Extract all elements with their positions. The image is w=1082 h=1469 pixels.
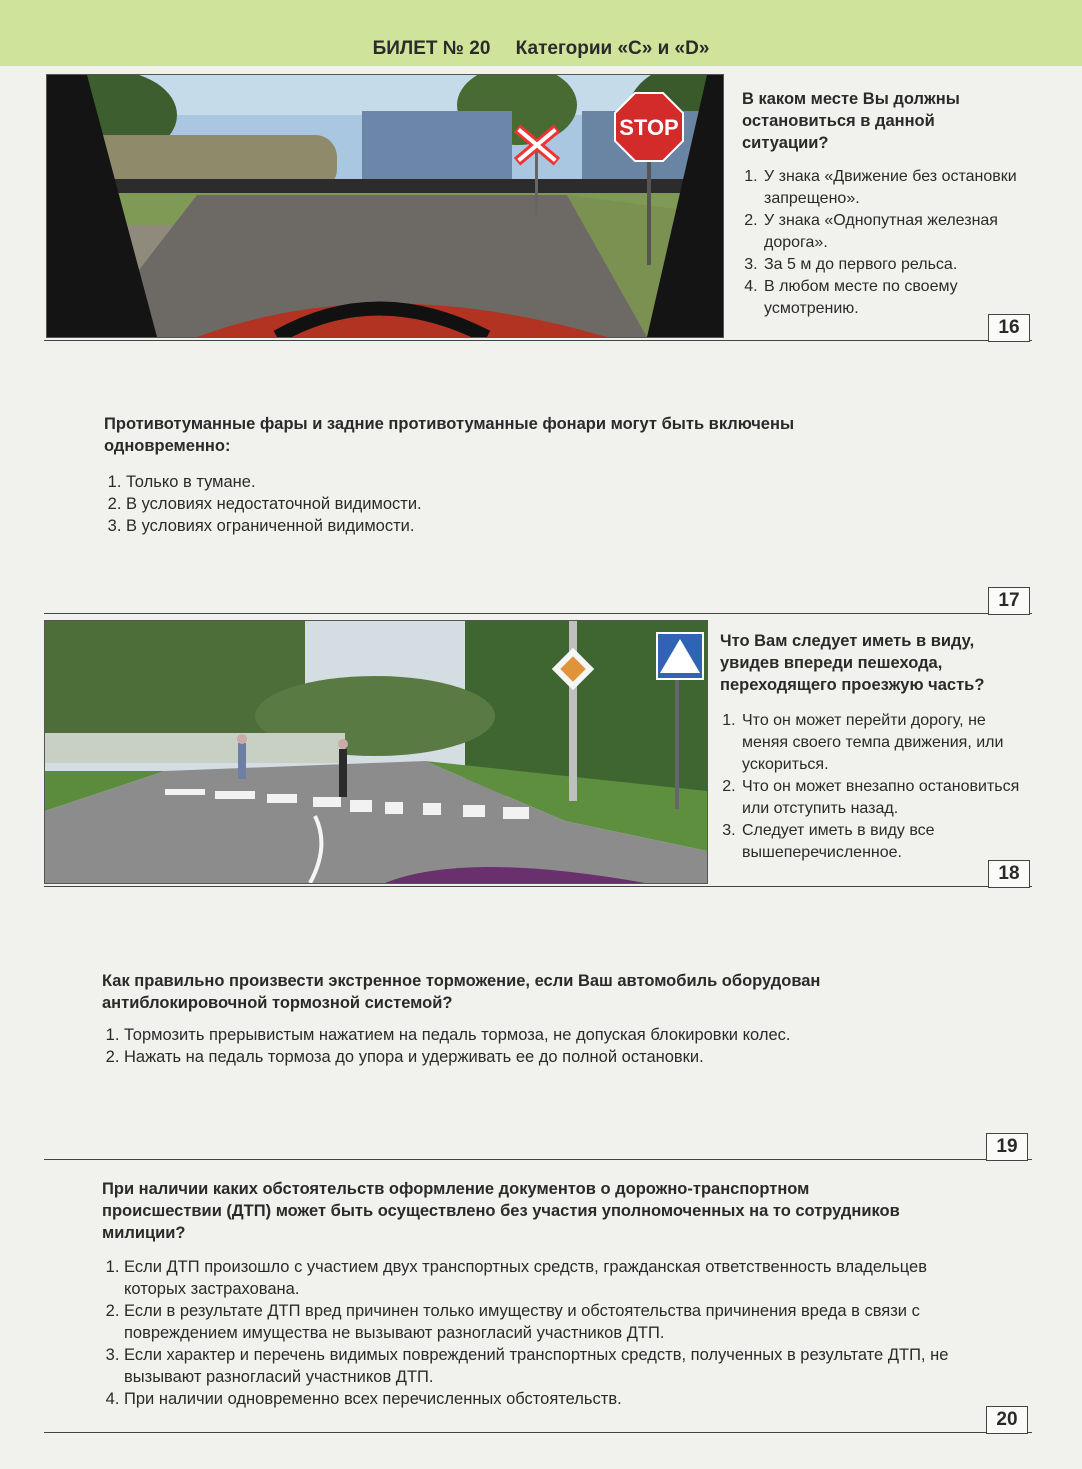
q18-divider [44,886,1032,887]
q18-answer-list [720,710,1020,864]
q17-answer-3: 3. В условиях ограниченной видимости. [126,515,894,537]
q20-block [102,1178,982,1410]
q20-question: При наличии каких обстоятельств оформление документов о дорожно-транспортном происшествии (ДТП) может быть осуществлено без участия уполномоченных на то сотрудников милиции? [102,1180,900,1242]
q18-photo-pedestrian-crossing [44,620,708,884]
q17-block [104,413,894,537]
q19-answer-1: 1. Тормозить прерывистым нажатием на педаль тормоза, не допуская блокировки колес. [124,1024,922,1046]
q17-answer-list [104,471,894,537]
q19-divider [44,1159,1032,1160]
q20-number-box: 20 [986,1406,1028,1434]
q17-question: Противотуманные фары и задние противотуманные фонари могут быть включены одновременно: [104,415,795,455]
stop-sign-text: STOP [619,115,679,140]
q20-answer-3: 3. Если характер и перечень видимых повреждений транспортных средств, полученных в результате ДТП, не вызывают разногласий участников ДТП. [124,1344,982,1388]
header-title [0,38,1082,60]
category-label: Категории «C» и «D» [515,38,710,59]
q16-answer-2: 2. У знака «Однопутная железная дорога». [762,210,1022,254]
q17-answer-2: 2. В условиях недостаточной видимости. [126,493,894,515]
q16-answer-4: 4. В любом месте по своему усмотрению. [762,276,1022,320]
q20-answer-4: 4. При наличии одновременно всех перечисленных обстоятельств. [124,1388,982,1410]
q16-answer-list [742,166,1022,320]
ticket-label: БИЛЕТ № 20 [372,38,491,59]
q20-answer-list [102,1256,982,1410]
q18-answer-3: 3. Следует иметь в виду все вышеперечисленное. [740,820,1020,864]
q19-answer-list [102,1024,922,1068]
q18-number-box: 18 [988,860,1030,888]
q19-block [102,970,922,1068]
page-header [0,0,1082,66]
q20-answer-2: 2. Если в результате ДТП вред причинен только имуществу и обстоятельства причинения вреда в связи с повреждением имущества не вызывают разногласий участников ДТП. [124,1300,982,1344]
q17-answer-1: 1. Только в тумане. [126,471,894,493]
q19-answer-2: 2. Нажать на педаль тормоза до упора и удерживать ее до полной остановки. [124,1046,922,1068]
q19-question: Как правильно произвести экстренное торможение, если Ваш автомобиль оборудован антиблокировочной тормозной системой? [102,972,821,1012]
q18-answer-1: 1. Что он может перейти дорогу, не меняя своего темпа движения, или ускориться. [740,710,1020,776]
q17-number-box: 17 [988,587,1030,615]
q20-divider [44,1432,1032,1433]
q16-photo-railway-crossing [46,74,724,338]
q18-question: Что Вам следует иметь в виду, увидев впереди пешехода, переходящего проезжую часть? [720,632,985,694]
q20-answer-1: 1. Если ДТП произошло с участием двух транспортных средств, гражданская ответственность владельцев которых застрахована. [124,1256,982,1300]
q19-number-box: 19 [986,1133,1028,1161]
q16-answer-3: 3. За 5 м до первого рельса. [762,254,1022,276]
q18-block [720,630,1020,864]
q16-number-box: 16 [988,314,1030,342]
q16-answer-1: 1. У знака «Движение без остановки запрещено». [762,166,1022,210]
q16-divider [44,340,1032,341]
q17-divider [44,613,1032,614]
q18-answer-2: 2. Что он может внезапно остановиться или отступить назад. [740,776,1020,820]
q16-question: В каком месте Вы должны остановиться в данной ситуации? [742,90,960,152]
q16-block [742,88,1022,320]
